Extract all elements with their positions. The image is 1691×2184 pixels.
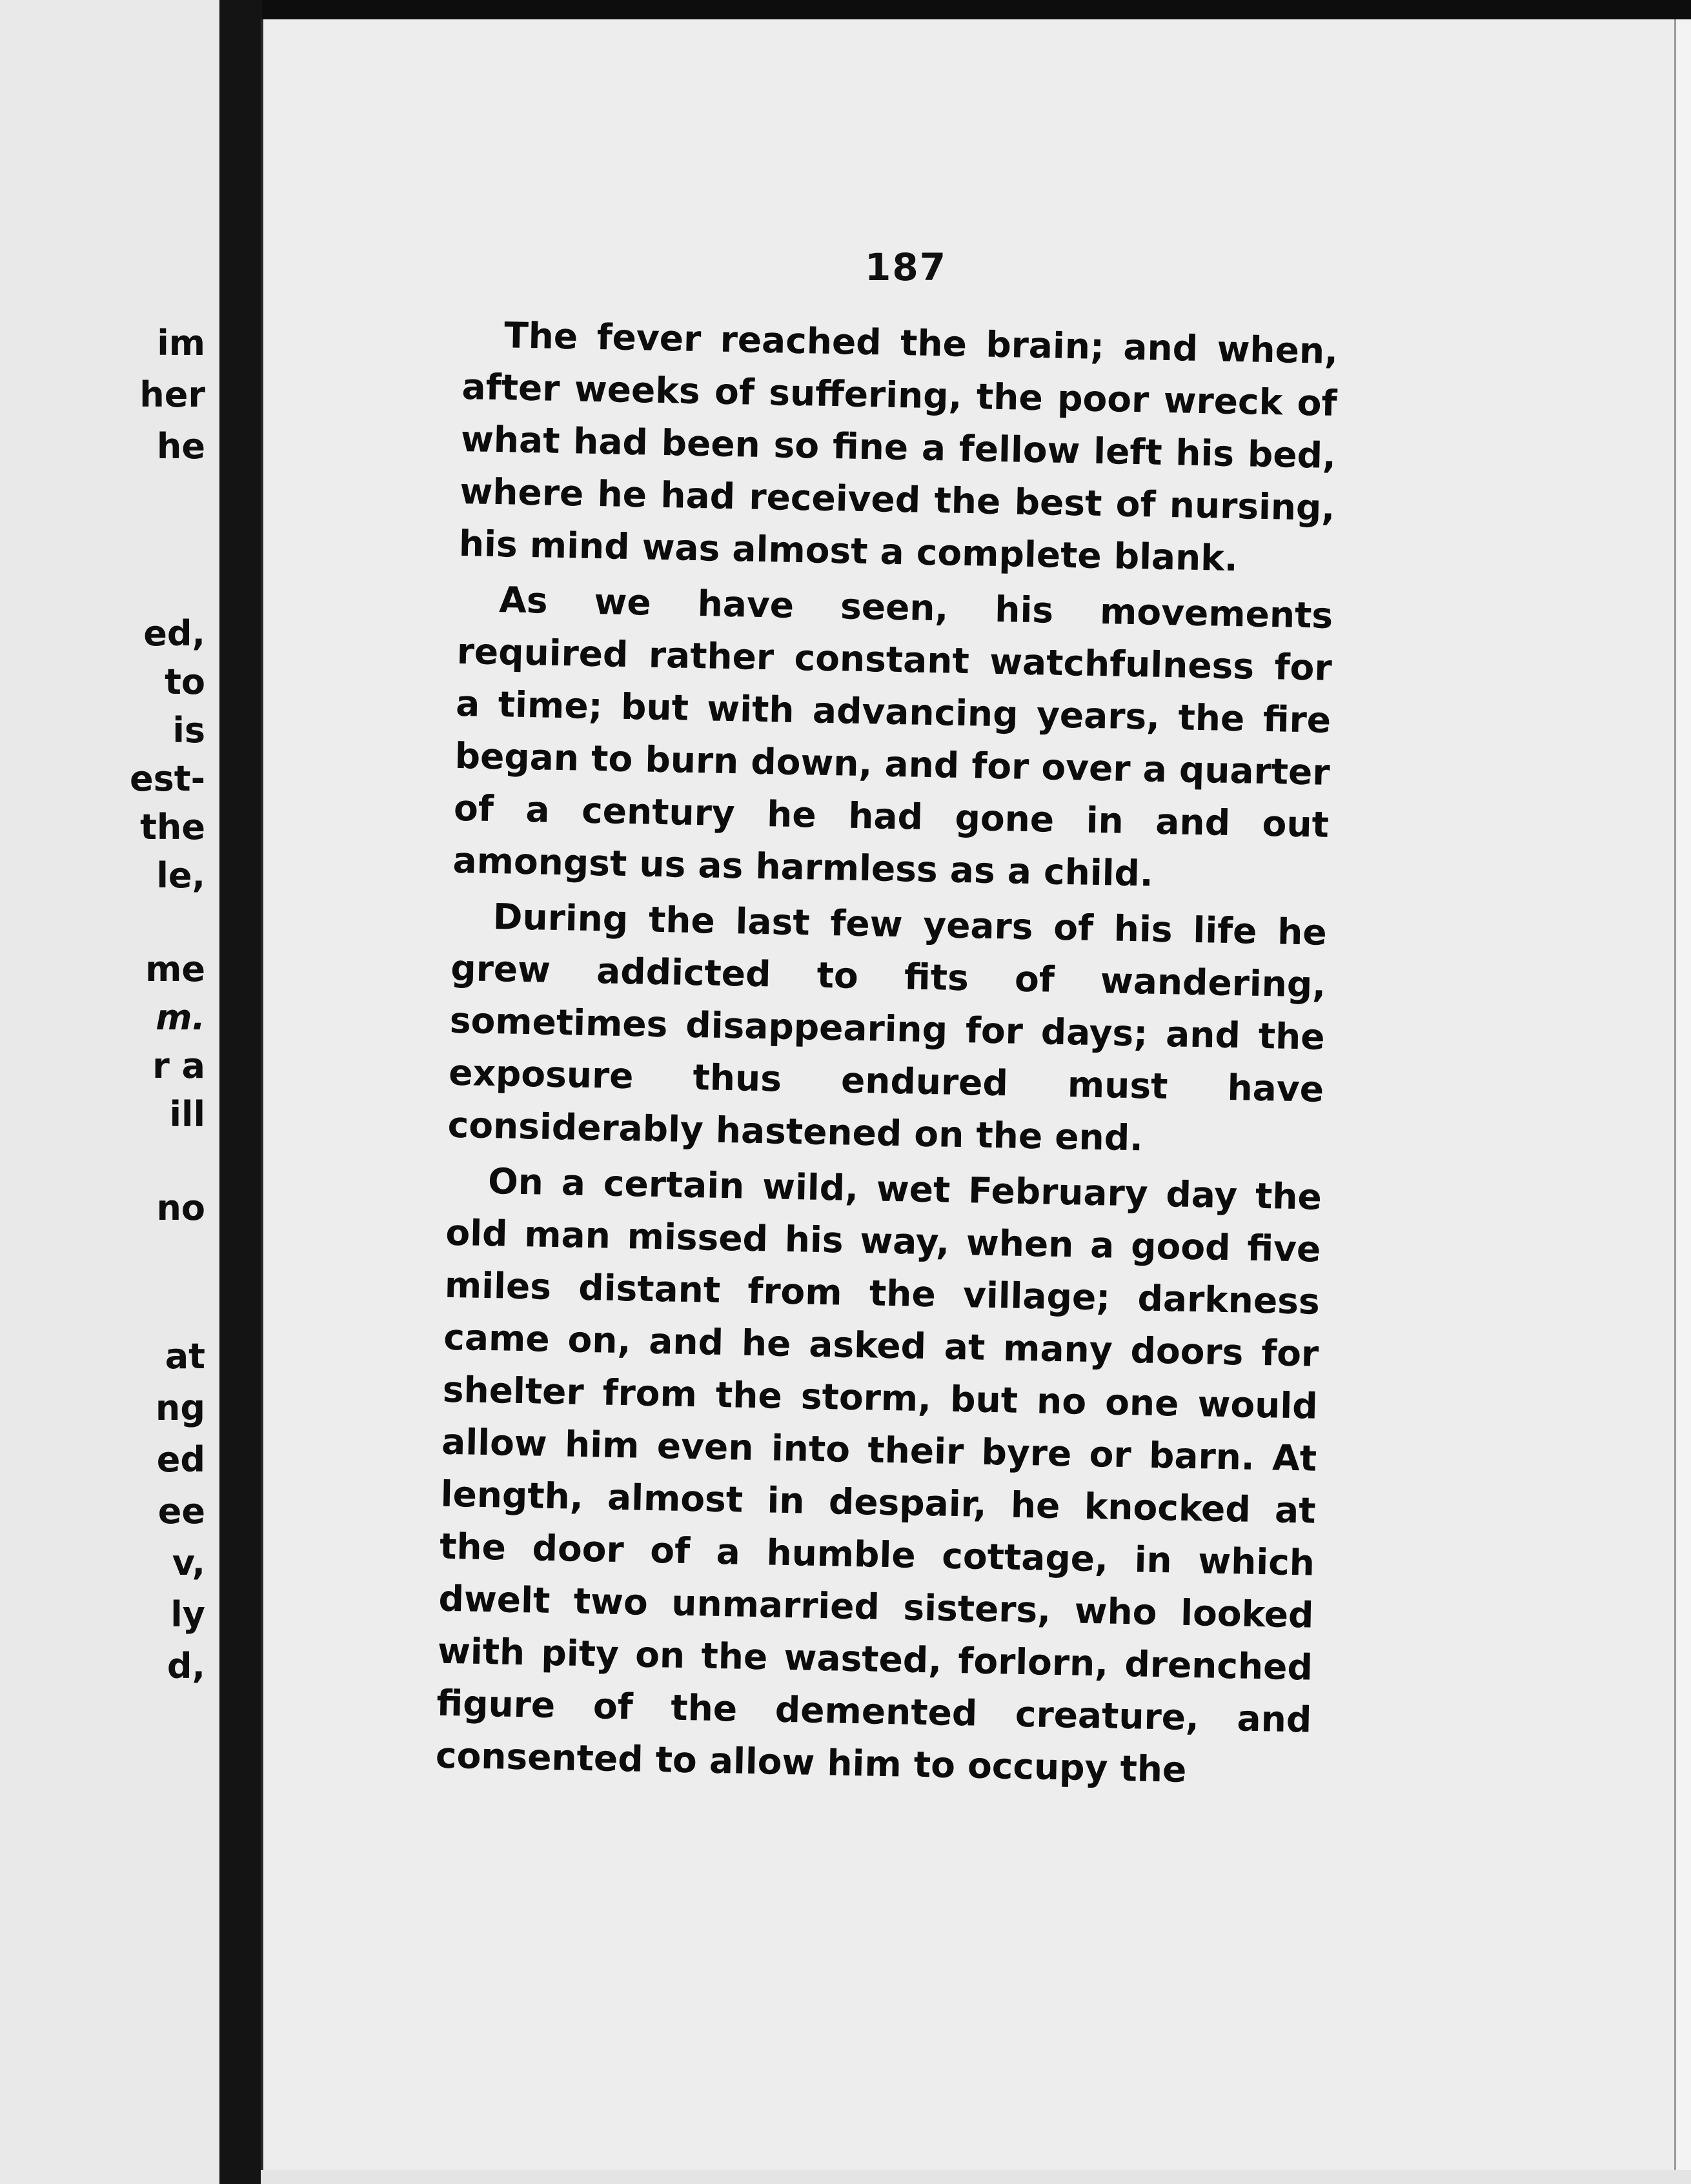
body-text [435, 308, 1339, 1802]
left-page-fragment: ng [155, 1388, 205, 1428]
right-page-edge [1674, 19, 1691, 2184]
left-page-fragment: im [157, 323, 205, 363]
left-page-fragment: le, [156, 855, 205, 896]
left-page-fragment: to [165, 662, 205, 702]
scan-bottom-edge [261, 2170, 1691, 2184]
left-page-fragment: at [165, 1336, 205, 1377]
left-page-edge [0, 0, 219, 2184]
left-page-fragment: the [140, 807, 205, 847]
left-page-fragment: me [145, 949, 205, 989]
left-page-fragment: d, [167, 1646, 205, 1686]
left-page-fragment: ee [157, 1491, 205, 1532]
left-page-fragment: r a [152, 1046, 205, 1086]
left-page-fragment: no [156, 1188, 205, 1228]
left-page-fragment: ed, [143, 613, 205, 654]
page-number: 187 [865, 245, 947, 289]
left-page-fragment: ill [169, 1094, 205, 1135]
left-page-fragment: ed [156, 1439, 205, 1480]
paragraph-3: During the last few years of his life he grew addicted to fits of wandering, sometimes disappearing for days; and the exposure thus endured must have considerably hastened on the end. [447, 896, 1328, 1159]
book-gutter [219, 0, 262, 2184]
left-page-fragment: he [156, 426, 205, 467]
left-page-fragment: est- [130, 758, 205, 799]
left-page-fragment: her [139, 374, 205, 415]
paragraph-1: The fever reached the brain; and when, after weeks of suffering, the poor wreck of what had been so fine a fellow left his bed, where he had received the best of nursing, his mind was almost a complete blank. [458, 314, 1339, 580]
left-page-fragment: is [172, 710, 205, 751]
paragraph-2: As we have seen, his movements required rather constant watchfulness for a time; but with advancing years, the fire began to burn down, and for over a quarter of a century he had gone in and out amongst us as harmless as a child. [452, 579, 1333, 895]
left-page-fragment: m. [156, 997, 205, 1038]
left-page-fragment: ly [170, 1594, 205, 1635]
left-page-fragment: v, [172, 1542, 205, 1583]
paragraph-4: On a certain wild, wet February day the old man missed his way, when a good five miles distant from the village; darkness came on, and he asked at many doors for shelter from the storm, but no one would allow him even into their byre or barn. At length, almost in despair, he knocked at the door of a humble cottage, in which dwelt two unmarried sisters, who looked with pity on the wasted, forlorn, drenched figure of the demented creature, and consented to allow him to occupy the [435, 1160, 1322, 1790]
